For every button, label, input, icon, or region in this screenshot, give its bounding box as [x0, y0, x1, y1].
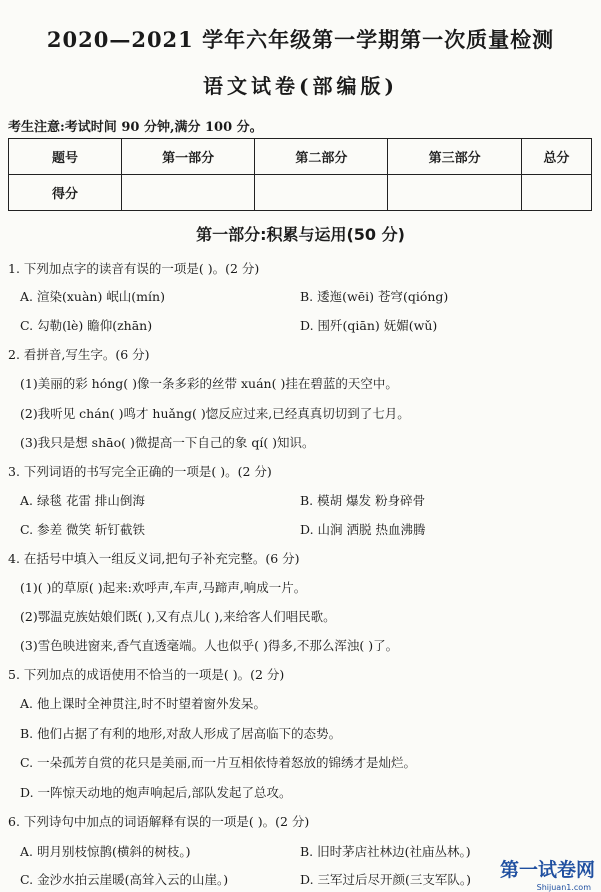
- score-table-header: 第三部分: [388, 139, 521, 175]
- q6-option-a: A. 明月别枝惊鹊(横斜的树枝。): [20, 844, 191, 859]
- q2-stem: 2. 看拼音,写生字。(6 分): [8, 347, 150, 362]
- q2-item-2: (2)我听见 chán( )鸣才 huǎng( )惚反应过来,已经真真切切到了七月。: [20, 406, 410, 421]
- q2-item-1: (1)美丽的彩 hóng( )像一条多彩的丝带 xuán( )挂在碧蓝的天空中。: [20, 376, 398, 391]
- score-table-row: [9, 175, 592, 211]
- watermark-url: Shijuan1.com: [536, 883, 591, 892]
- q3-option-a: A. 绿毯 花雷 排山倒海: [20, 493, 145, 508]
- score-table-header: 题号: [9, 139, 122, 175]
- exam-notice: 考生注意:考试时间 90 分钟,满分 100 分。: [8, 120, 263, 135]
- q1-option-c: C. 勾勒(lè) 瞻仰(zhān): [20, 318, 153, 333]
- q4-item-1: (1)( )的草原( )起来:欢呼声,车声,马蹄声,响成一片。: [20, 580, 307, 595]
- q5-stem: 5. 下列加点的成语使用不恰当的一项是( )。(2 分): [8, 667, 285, 682]
- score-table-header: 总分: [521, 139, 591, 175]
- q6-option-b: B. 旧时茅店社林边(社庙丛林。): [300, 844, 471, 859]
- q4-item-2: (2)鄂温克族姑娘们既( ),又有点儿( ),来给客人们唱民歌。: [20, 609, 336, 624]
- q5-option-a: A. 他上课时全神贯注,时不时望着窗外发呆。: [20, 696, 266, 711]
- q1-option-d: D. 围歼(qiān) 妩媚(wǔ): [300, 318, 438, 333]
- q6-option-c: C. 金沙水拍云崖暖(高耸入云的山崖。): [20, 872, 229, 887]
- q4-stem: 4. 在括号中填入一组反义词,把句子补充完整。(6 分): [8, 551, 300, 566]
- q3-option-b: B. 模胡 爆发 粉身碎骨: [300, 493, 426, 508]
- section-heading: 第一部分:积累与运用(50 分): [196, 225, 405, 244]
- q2-item-3: (3)我只是想 shāo( )微提高一下自己的象 qí( )知识。: [20, 435, 315, 450]
- q4-item-3: (3)雪色映进窗来,香气直透毫端。人也似乎( )得多,不那么浑浊( )了。: [20, 638, 399, 653]
- q6-stem: 6. 下列诗句中加点的词语解释有误的一项是( )。(2 分): [8, 814, 310, 829]
- q3-option-c: C. 参差 微笑 斩钉截铁: [20, 522, 146, 537]
- q5-option-c: C. 一朵孤芳自赏的花只是美丽,而一片互相依恃着怒放的锦绣才是灿烂。: [20, 755, 417, 770]
- watermark-logo: 第一试卷网: [499, 859, 595, 881]
- score-cell[interactable]: [521, 175, 591, 211]
- q1-stem: 1. 下列加点字的读音有误的一项是( )。(2 分): [8, 261, 260, 276]
- q6-option-d: D. 三军过后尽开颜(三支军队。): [300, 872, 472, 887]
- score-row-label: 得分: [9, 175, 122, 211]
- score-table-header: 第一部分: [122, 139, 255, 175]
- score-table-header: 第二部分: [255, 139, 388, 175]
- q5-option-b: B. 他们占据了有利的地形,对敌人形成了居高临下的态势。: [20, 726, 342, 741]
- score-cell[interactable]: [388, 175, 521, 211]
- q5-option-d: D. 一阵惊天动地的炮声响起后,部队发起了总攻。: [20, 785, 292, 800]
- exam-subtitle: 语文试卷(部编版): [203, 74, 398, 98]
- score-table-header-row: [9, 139, 592, 175]
- q1-option-b: B. 逶迤(wēi) 苍穹(qióng): [300, 289, 449, 304]
- q3-stem: 3. 下列词语的书写完全正确的一项是( )。(2 分): [8, 464, 272, 479]
- score-cell[interactable]: [255, 175, 388, 211]
- score-cell[interactable]: [122, 175, 255, 211]
- q3-option-d: D. 山涧 洒脱 热血沸腾: [300, 522, 426, 537]
- q1-option-a: A. 渲染(xuàn) 岷山(mín): [20, 289, 165, 304]
- score-table: [8, 138, 592, 211]
- exam-title: 2020—2021 学年六年级第一学期第一次质量检测: [46, 27, 555, 52]
